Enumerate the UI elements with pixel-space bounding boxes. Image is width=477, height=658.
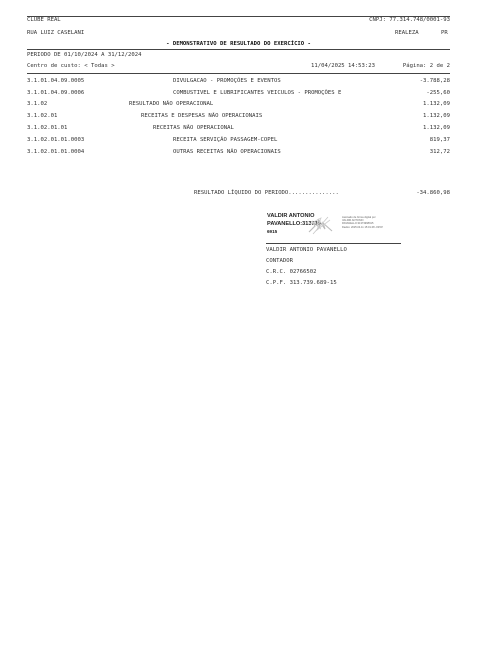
company-name: CLUBE REAL [27,17,61,23]
account-code: 3.1.01.04.09.0006 [27,90,85,96]
account-description: RECEITAS E DESPESAS NÃO OPERACIONAIS [141,113,263,119]
signer-name: VALDIR ANTONIO PAVANELLO [266,247,347,253]
title-rule [27,49,450,50]
header-bottom-rule [27,73,450,74]
account-code: 3.1.02.01.01.0004 [27,149,85,155]
account-description: COMBUSTIVEL E LUBRIFICANTES VEICULOS - PROMOÇÕES E [173,90,342,96]
net-result-value: -34.860,98 [416,190,450,196]
signer-cpf: C.P.F. 313.739.689-15 [266,280,337,286]
stamp-name-line3: 6915 [267,229,278,234]
signer-role: CONTADOR [266,258,293,264]
net-result-label: RESULTADO LÍQUIDO DO PERIODO............... [194,190,339,196]
signature-rule [266,243,401,244]
account-description: RECEITAS NÃO OPERACIONAL [153,125,234,131]
account-code: 3.1.02.01.01 [27,125,68,131]
digital-note-line2: VALDIR ANTONIO [342,219,364,223]
account-code: 3.1.02 [27,101,48,107]
account-description: RESULTADO NÃO OPERACIONAL [129,101,214,107]
account-value: -255,60 [426,90,450,96]
account-value: -3.788,28 [419,78,450,84]
account-value: 1.132,09 [423,125,450,131]
city: REALEZA [395,30,419,36]
stamp-name-line1: VALDIR ANTONIO [267,213,315,219]
account-code: 3.1.01.04.09.0005 [27,78,85,84]
account-description: DIVULGACAO - PROMOÇÕES E EVENTOS [173,78,281,84]
stamp-name-line2: PAVANELLO:313739 [267,221,321,227]
digital-note-line4: Dados: 2025.04.11 15:01:48 -03'00' [342,225,383,229]
account-code: 3.1.02.01.01.0003 [27,137,85,143]
state: PR [441,30,448,36]
account-description: RECEITA SERVIÇÃO PASSAGEM-COPEL [173,137,278,143]
cost-center: Centro de custo: < Todas > [27,63,115,69]
signature-mark-icon [308,215,334,238]
cnpj: CNPJ: 77.314.748/0001-93 [369,17,450,23]
digital-signature-stamp [266,213,400,239]
page-number: Página: 2 de 2 [402,63,450,69]
print-datetime: 11/04/2025 14:53:23 [311,63,375,69]
digital-note-line1: Assinado de forma digital por [342,216,376,219]
signer-crc: C.R.C. 02766502 [266,269,317,275]
account-value: 819,37 [429,137,450,143]
digital-signature-note [342,216,383,229]
report-period: PERIODO DE 01/10/2024 A 31/12/2024 [27,52,142,58]
street-address: RUA LUIZ CASELANI [27,30,85,36]
account-code: 3.1.02.01 [27,113,58,119]
account-value: 1.132,09 [423,101,450,107]
report-title: - DEMONSTRATIVO DE RESULTADO DO EXERCÍCIO - [166,41,311,47]
account-value: 1.132,09 [423,113,450,119]
account-value: 312,72 [429,149,450,155]
digital-note-line3: PAVANELLO:31373968915 [342,222,374,226]
account-description: OUTRAS RECEITAS NÃO OPERACIONAIS [173,149,281,155]
